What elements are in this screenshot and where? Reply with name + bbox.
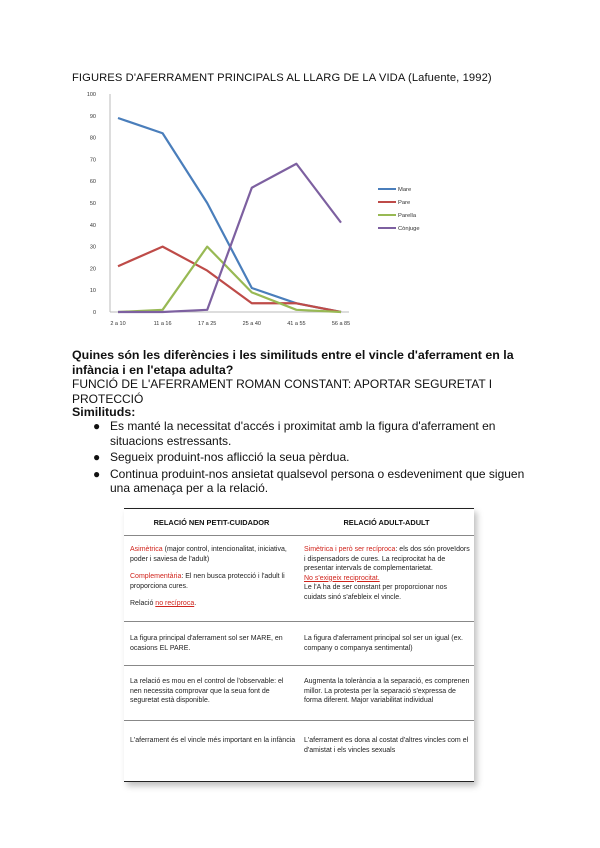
legend-label: Pare: [398, 200, 411, 206]
x-tick-label: 56 a 85: [331, 321, 351, 327]
y-tick-label: 60: [89, 179, 96, 186]
table-cell-right: Augmenta la tolerància a la separació, es comprenen millor. La protesta per la separació s'expressa de forma diferent. Major variabilitat individual: [304, 678, 470, 705]
table-cell-left: L'aferrament és el vincle més important en la infància: [130, 736, 296, 744]
y-tick-label: 100: [86, 92, 96, 98]
cell-text: Le l'A ha de ser constant per proporcionar nos cuidats sinó s'afebleix el vincle.: [304, 584, 447, 601]
x-tick-label: 25 a 40: [242, 321, 261, 327]
complementary-term: Complementària: [130, 573, 182, 581]
line-chart: [78, 86, 420, 331]
y-tick-label: 80: [89, 135, 96, 142]
table-cell-right: L'aferrament es dona al costat d'altres vincles com el d'amistat i els vincles sexuals: [304, 736, 469, 754]
list-item: [72, 467, 542, 496]
question-heading: Quines són les diferències i les similituds entre el vincle d'aferrament en la infància i en l'etapa adulta?: [72, 348, 514, 377]
y-tick-label: 20: [89, 266, 96, 273]
table-row: [124, 666, 474, 721]
header-child-caregiver: RELACIÓ NEN PETIT-CUIDADOR: [153, 517, 270, 527]
table-cell-left: La figura principal d'aferrament sol ser MARE, en ocasions EL PARE.: [130, 634, 283, 652]
comparison-table: [124, 508, 474, 782]
table-row: [124, 536, 474, 622]
list-item: [72, 450, 542, 465]
asymmetric-term: Asimètrica: [130, 546, 163, 553]
x-tick-label: 17 a 25: [198, 321, 217, 327]
y-tick-label: 50: [89, 201, 96, 207]
cell-paragraph: [130, 572, 296, 591]
table-header: [124, 509, 474, 536]
table-cell-left: La relació es mou en el control de l'observable: el nen necessita comprovar que la seua font de seguretat està disponible.: [130, 678, 284, 705]
list-item-text: Es manté la necessitat d'accés i proximitat amb la figura d'aferrament en situacions estressants.: [110, 419, 496, 448]
y-tick-label: 0: [92, 310, 96, 316]
legend-label: Cònjuge: [398, 226, 420, 232]
list-item-text: Continua produint-nos ansietat qualsevol persona o esdeveniment que siguen una amenaça per a la relació.: [110, 466, 525, 495]
y-tick-label: 70: [89, 157, 96, 164]
legend-label: Mare: [398, 187, 412, 193]
table-cell-left: [124, 545, 300, 609]
non-reciprocal-term: no recíproca: [155, 600, 195, 608]
cell-paragraph: [130, 599, 296, 609]
series-line-cònjuge: [118, 164, 341, 312]
cell-paragraph: [130, 545, 296, 564]
bullet-icon: ●: [93, 450, 101, 464]
cell-text: : els dos són proveïdors i dispensadors de cures. La reciprocitat ha de presentar intervals de complementarietat.: [304, 546, 470, 573]
figure-title: FIGURES D'AFERRAMENT PRINCIPALS AL LLARG DE LA VIDA (Lafuente, 1992): [72, 72, 492, 84]
cell-text: (major control, intencionalitat, iniciativa, poder i saviesa de l'adult): [130, 546, 287, 563]
series-line-parella: [118, 247, 341, 312]
symmetric-term: Simètrica i però ser recíproca: [304, 546, 396, 553]
bullet-icon: ●: [93, 466, 101, 481]
cell-text: Relació: [130, 600, 156, 608]
y-tick-label: 10: [89, 288, 96, 295]
table-row: [124, 622, 474, 666]
series-line-pare: [118, 247, 341, 312]
y-tick-label: 40: [89, 222, 96, 229]
x-tick-label: 11 a 16: [153, 321, 172, 327]
list-item: [72, 419, 542, 448]
y-tick-label: 30: [89, 244, 96, 251]
table-row: [124, 721, 474, 781]
list-item-text: Segueix produint-nos aflicció la seua pèrdua.: [110, 450, 350, 464]
header-adult-adult: RELACIÓ ADULT-ADULT: [343, 517, 430, 527]
similituds-list: [72, 419, 542, 498]
function-text: FUNCIÓ DE L'AFERRAMENT ROMAN CONSTANT: APORTAR SEGURETAT I PROTECCIÓ: [72, 377, 493, 406]
table-cell-right: La figura d'aferrament principal sol ser un igual (ex. company o companya sentimental): [304, 634, 463, 652]
table-cell-right: [300, 545, 474, 609]
bullet-icon: ●: [93, 419, 101, 433]
y-tick-label: 90: [89, 113, 96, 120]
x-tick-label: 2 a 10: [110, 321, 126, 327]
cell-text: .: [194, 600, 197, 608]
cell-text: : El nen busca protecció i l'adult li proporciona cures.: [130, 573, 285, 590]
cell-paragraph: [304, 545, 470, 603]
legend-label: Parella: [398, 213, 417, 219]
series-line-mare: [118, 118, 341, 312]
x-tick-label: 41 a 55: [287, 321, 306, 327]
no-reciprocity-term: No s'exigeix reciprocitat.: [304, 574, 380, 582]
similituds-label: Similituds:: [72, 405, 136, 419]
